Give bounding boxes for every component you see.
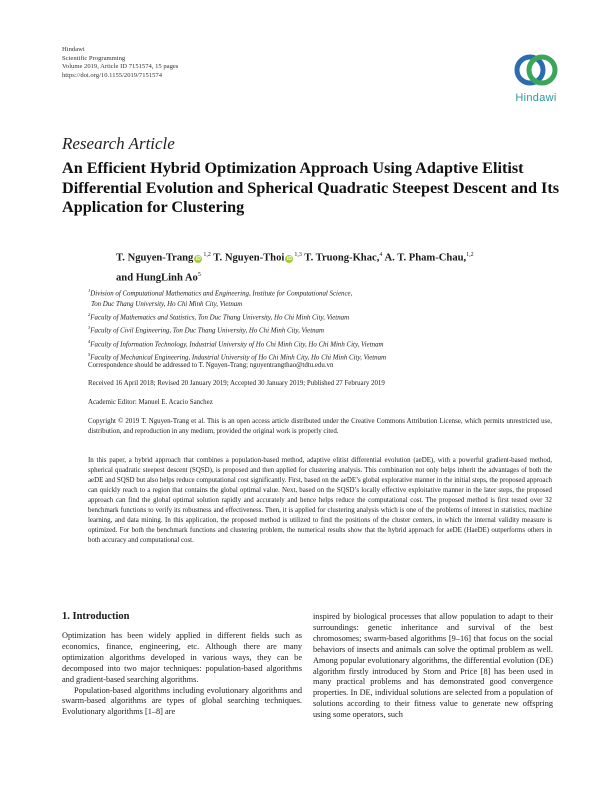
article-type: Research Article [62,134,175,153]
author-affiliation: 1,3 [294,252,302,258]
author-name[interactable]: T. Nguyen-Thoi [213,252,285,264]
author-affiliation: 4 [379,252,383,258]
author-affiliation: 5 [197,271,201,278]
affiliation-item: $^4$Faculty of Information Technology, Industrial University of Ho Chi Minh City, Ho Chi Minh City, Vietnam [88,338,384,348]
right-column [313,612,553,721]
left-column [62,631,302,718]
author-affiliation: 1,2 [203,252,211,258]
body-paragraph: inspired by biological processes that allow population to adapt to their surroundings: genetic inheritance and survival of the best chromosomes; swarm-based algorithms [9–16] that focus on the social behaviors of insects and animals can solve the optimal problem as well. Among popular evolutionary algorithms, the differential evolution (DE) algorithm firstly introduced by Storn and Price [8] has been used in many practical problems and has demonstrated good convergence properties. In DE, individual solutions are selected from a population of solutions according to their fitness value to generate new offspring using some operators, such [313,612,553,720]
author-list [116,247,556,286]
volume-line: Volume 2019, Article ID 7151574, 15 pages [62,63,179,71]
affiliation-item: $^3$Faculty of Civil Engineering, Ton Duc Thang University, Ho Chi Minh City, Vietnam [88,325,324,335]
correspondence-note: Correspondence should be addressed to T. Nguyen-Trang; nguyentrangthao@tdtu.edu.vn [88,362,334,369]
publisher-name: Hindawi [62,46,85,53]
affiliation-item: $^5$Faculty of Mechanical Engineering, Industrial University of Ho Chi Minh City, Ho Chi Minh City, Vietnam [88,352,387,362]
paper-title: An Efficient Hybrid Optimization Approach Using Adaptive Elitist Differential Evolution and Spherical Quadratic Steepest Descent and Its Application for Clustering [62,159,560,216]
publication-dates: Received 16 April 2018; Revised 20 January 2019; Accepted 30 January 2019; Published 27 February 2019 [88,380,385,387]
copyright-notice: Copyright © 2019 T. Nguyen-Trang et al. This is an open access article distributed under the Creative Commons Attribution License, which permits unrestricted use, distribution, and reproduction in any medium, provided the original work is properly cited. [88,418,552,436]
affiliation-list [88,286,558,364]
author-name[interactable]: and HungLinh Ao [116,272,198,284]
body-paragraph: Population-based algorithms including evolutionary algorithms and swarm-based algorithms are types of global searching techniques. Evolutionary algorithms [1–8] are [62,685,302,717]
academic-editor: Academic Editor: Manuel E. Acacio Sanchez [88,399,213,406]
journal-info [62,46,178,80]
author-name[interactable]: T. Nguyen-Trang [116,252,194,264]
section-heading: 1. Introduction [62,611,130,622]
journal-name: Scientific Programming [62,54,126,62]
affiliation-item-continued: Ton Duc Thang University, Ho Chi Minh City, Vietnam [91,300,243,308]
affiliation-item: $^2$Faculty of Mathematics and Statistics, Ton Duc Thang University, Ho Chi Minh City, Vietnam [88,311,350,321]
orcid-icon[interactable]: iD [286,255,292,262]
affiliation-item: $^1$Division of Computational Mathematics and Engineering, Institute for Computational Science, [88,288,353,298]
author-affiliation: 1,2 [466,252,474,258]
doi-link[interactable]: https://doi.org/10.1155/2019/7151574 [62,71,163,79]
abstract-text: In this paper, a hybrid approach that combines a population-based method, adaptive elitist differential evolution (aeDE), with a powerful gradient-based method, spherical quadratic steepest descent (SQSD), is proposed and then applied for clustering analysis. This combination not only helps inherit the advantages of both the aeDE and SQSD but also helps reduce computational cost significantly. First, based on the aeDE’s global explorative manner in the initial steps, the proposed approach can quickly reach to a region that contains the global optimal value. Next, based on the SQSD’s locally effective exploitative manner in the later steps, the proposed approach can find the global optimal solution rapidly and accurately and hence helps reduce the computational cost. The proposed method is first tested over 32 benchmark functions to verify its robustness and effectiveness. Then, it is applied for clustering analysis which is one of the problems of interest in statistics, machine learning, and data mining. In this application, the proposed method is utilized to find the positions of the cluster centers, in which the internal validity measure is optimized. For both the benchmark functions and clustering problem, the numerical results show that the hybrid approach for aeDE (HaeDE) outperforms others in both accuracy and computational cost. [88,457,552,545]
author-name[interactable]: T. Truong-Khac, [304,252,380,264]
orcid-icon[interactable]: iD [195,255,201,262]
author-name[interactable]: A. T. Pham-Chau, [384,252,467,264]
logo-wordmark: Hindawi [515,92,557,104]
body-paragraph: Optimization has been widely applied in different fields such as economics, finance, engineering, etc. Although there are many optimization algorithms developed in various ways, they can be decomposed into two major techniques: population-based algorithms and gradient-based searching algorithms. [62,631,302,684]
